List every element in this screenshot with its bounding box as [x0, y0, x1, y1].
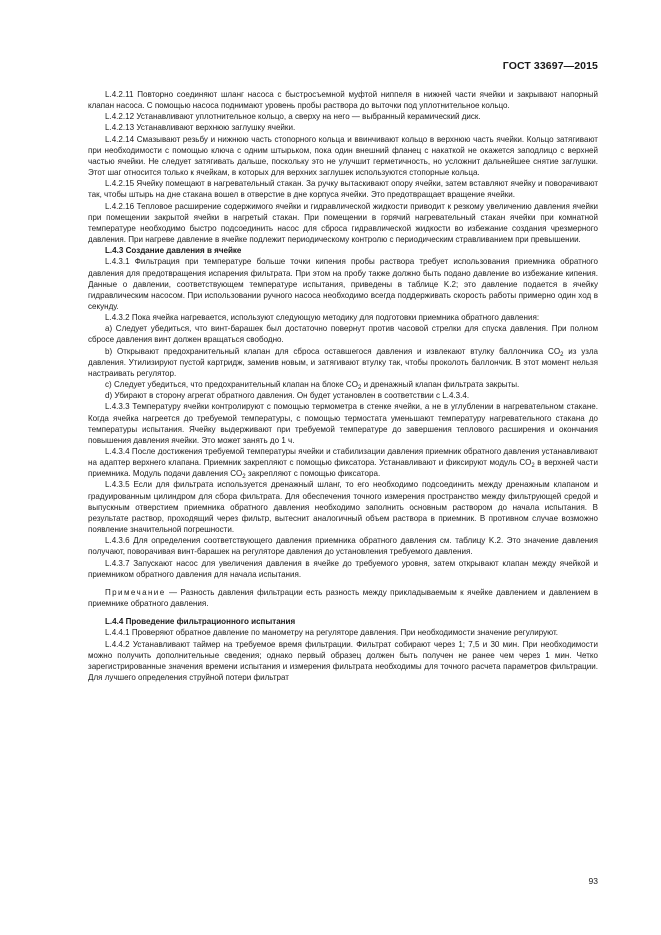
document-body [88, 89, 598, 683]
note-label: Примечание [105, 587, 166, 597]
paragraph-l-4-4-1: L.4.4.1 Проверяют обратное давление по манометру на регуляторе давления. При необходимости значение регулируют. [105, 628, 559, 638]
paragraph-l-4-3-4-text-2: в верхней части приемника. Модуль подачи давления CO [88, 458, 598, 479]
co2-subscript: 2 [560, 351, 564, 358]
paragraph-l-4-3-1: L.4.3.1 Фильтрация при температуре больше точки кипения пробы раствора требует использования приемника обратного давления для предотвращения испарения фильтрата. При этом на пробу также должно быть подано давление во избежание кипения. Данные о давлении, соответствующем температуре испытания, приведены в таблице K.2; это давление подается в ячейку гидравлическим насосом. При использовании ручного насоса необходимо всегда поддерживать скорость работы примерно один ход в секунду. [88, 257, 598, 311]
note [88, 587, 598, 609]
co2-subscript: 2 [357, 385, 362, 392]
paragraph-l-4-3-4-text-1: L.4.3.4 После достижения требуемой температуры ячейки и стабилизации давления приемник обратного давления устанавливают на адаптер верхнего клапана. Приемник закрепляют с помощью фиксатора. Устанавливают и фиксируют модуль CO [88, 447, 598, 468]
section-heading-l-4-4: L.4.4 Проведение фильтрационного испытания [105, 617, 296, 627]
co2-subscript: 2 [531, 463, 535, 470]
list-item-c-text-2: и дренажный клапан фильтрата закрыты. [361, 380, 520, 390]
list-item-d: d) Убирают в сторону агрегат обратного давления. Он будет установлен в соответствии с L.4.3.4. [105, 391, 470, 401]
paragraph-l-4-2-12: L.4.2.12 Устанавливают уплотнительное кольцо, а сверху на него — выбранный керамический диск. [105, 112, 481, 122]
list-item-c-text-1: c) Следует убедиться, что предохранительный клапан на блоке CO [105, 380, 358, 390]
co2-subscript: 2 [242, 474, 246, 481]
section-heading-l-4-3: L.4.3 Создание давления в ячейке [105, 246, 242, 256]
paragraph-l-4-3-2: L.4.3.2 Пока ячейка нагревается, используют следующую методику для подготовки приемника обратного давления: [105, 313, 540, 323]
paragraph-l-4-2-13: L.4.2.13 Устанавливают верхнюю заглушку ячейки. [105, 123, 296, 133]
paragraph-l-4-3-6: L.4.3.6 Для определения соответствующего давления приемника обратного давления см. таблицу K.2. Это значение давления получают, поворачивая винт-барашек на регуляторе давления до установления требуемого давления. [88, 536, 598, 557]
paragraph-l-4-2-14: L.4.2.14 Смазывают резьбу и нижнюю часть стопорного кольца и ввинчивают кольцо в верхнюю часть ячейки. Кольцо затягивают при необходимости с помощью ключа с одним штырьком, пока один внешний фланец с накаткой не окажется заподлицо с верхней частью ячейки. Не следует затягивать дальше, поскольку это не улучшит герметичность, но усложнит дальнейшее снятие заглушки. Этот шаг относится только к ячейкам, в которых для верхних заглушек используются стопорные кольца. [88, 134, 598, 178]
paragraph-l-4-2-16: L.4.2.16 Тепловое расширение содержимого ячейки и гидравлической жидкости приводит к резкому увеличению давления ячейки при помещении закрытой ячейки в нагретый стакан. При помещении в горячий нагревательный стакан ячейки при комнатной температуре необходимо быстро подсоединить насос для сброса гидравлической жидкости во избежание создания чрезмерного давления. При нагреве давление в ячейке подлежит периодическому контролю с периодическим стравливанием при превышении. [88, 201, 598, 245]
document-code: ГОСТ 33697—2015 [502, 60, 598, 72]
list-item-a: a) Следует убедиться, что винт-барашек был достаточно повернут против часовой стрелки для спуска давления. При полном сбросе давления винт должен вращаться свободно. [88, 324, 598, 345]
paragraph-l-4-3-7: L.4.3.7 Запускают насос для увеличения давления в ячейке до требуемого уровня, затем открывают клапан между ячейкой и приемником обратного давления для начала испытания. [88, 558, 598, 579]
list-item-b [88, 346, 598, 379]
list-item-c [88, 379, 598, 390]
paragraph-l-4-3-4 [88, 446, 598, 479]
paragraph-l-4-3-3: L.4.3.3 Температуру ячейки контролируют с помощью термометра в стенке ячейки, а не в углублении в нагревательном стакане. Когда ячейка нагреется до требуемой температуры, с помощью термостата уменьшают температуру нагревательного стакана до температуры испытания. Ячейку выдерживают при требуемой температуре до завершения теплового расширения и окончания повышения давления ячейки. Это может занять до 1 ч. [88, 402, 598, 445]
paragraph-l-4-4-2: L.4.4.2 Устанавливают таймер на требуемое время фильтрации. Фильтрат собирают через 1; 7,5 и 30 мин. При необходимости можно получить дополнительные сведения; однако первый образец должен быть получен не ранее чем через 1 мин. Четко зарегистрированные значения времени испытания и измерения фильтрата необходимы для точного расчета параметров фильтрации. Для лучшего определения струйной потери фильтрат [88, 639, 598, 682]
paragraph-l-4-3-5: L.4.3.5 Если для фильтрата используется дренажный шланг, то его необходимо подсоединить между дренажным клапаном и градуированным цилиндром для сбора фильтрата. Для обеспечения точного измерения пространство между фильтрующей средой и выпускным отверстием приемника обратного давления необходимо заполнить основным раствором до начала испытания. В результате раствор, проходящий через фильтр, вытеснит аналогичный объем раствора в приемник. В противном случае возможно появление значительной погрешности. [88, 480, 598, 535]
list-item-b-text-1: b) Открывают предохранительный клапан для сброса оставшегося давления и извлекают втулку баллончика CO [105, 346, 561, 356]
page-number: 93 [588, 876, 598, 886]
paragraph-l-4-2-15: L.4.2.15 Ячейку помещают в нагревательный стакан. За ручку вытаскивают опору ячейки, затем вставляют ячейку и поворачивают так, чтобы штырь на дне стакана вошел в отверстие в дне корпуса ячейки. Это предотвращает вращение ячейки. [88, 179, 598, 200]
paragraph-l-4-2-11: L.4.2.11 Повторно соединяют шланг насоса с быстросъемной муфтой ниппеля в нижней части ячейки и закрывают напорный клапан насоса. С помощью насоса поднимают уровень пробы раствора до выточки под уплотнительное кольцо. [88, 90, 598, 111]
list-item-b-text-2: из узла давления. Утилизируют пустой картридж, заменив новым, и затягивают втулку так, чтобы проколоть баллончик. В этот момент нельзя настраивать регулятор. [88, 346, 599, 378]
note-text: — Разность давления фильтрации есть разность между прикладываемым к ячейке давлением и давлением в приемнике обратного давления. [88, 587, 598, 609]
paragraph-l-4-3-4-text-3: закрепляют с помощью фиксатора. [245, 469, 381, 479]
